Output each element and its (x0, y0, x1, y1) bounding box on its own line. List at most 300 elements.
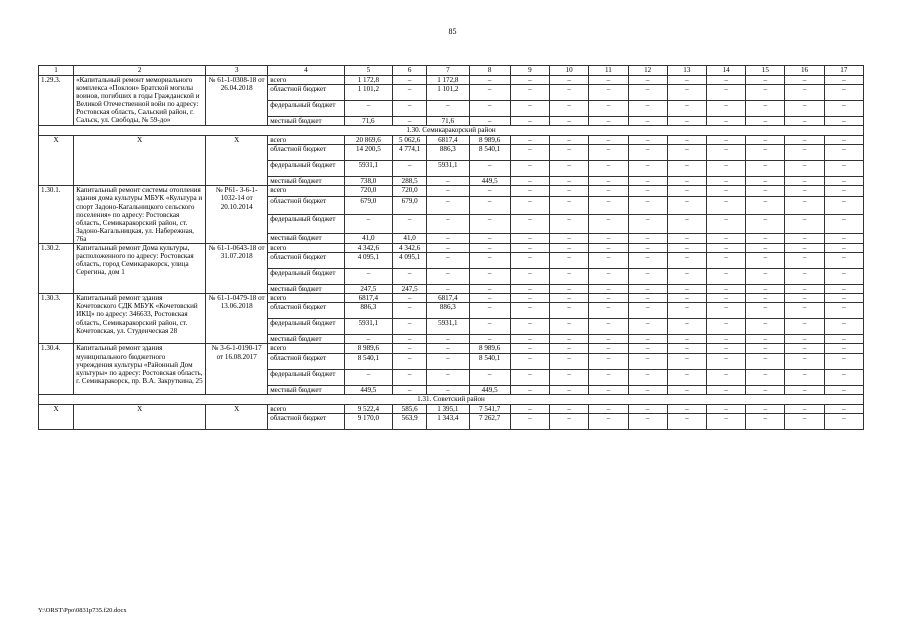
value-cell: – (469, 253, 510, 269)
funding-source-label: всего (268, 244, 344, 253)
item-document: № 3-6-1-0190-17 от 16.08.2017 (206, 344, 268, 394)
value-cell: – (667, 244, 706, 253)
value-cell: – (589, 344, 628, 353)
value-cell: 1 101,2 (427, 85, 469, 101)
value-cell: – (427, 369, 469, 385)
value-cell: – (469, 335, 510, 344)
value-cell: – (628, 177, 667, 186)
value-cell: 585,6 (393, 404, 427, 413)
value-cell: – (550, 215, 589, 233)
budget-table (38, 65, 864, 430)
value-cell: 4 342,6 (344, 244, 393, 253)
value-cell: – (746, 285, 785, 294)
funding-source-label: всего (268, 186, 344, 196)
value-cell: – (628, 413, 667, 429)
value-cell: – (785, 233, 824, 243)
section-header-row (39, 394, 864, 404)
value-cell: – (550, 253, 589, 269)
value-cell: – (628, 294, 667, 303)
value-cell: – (667, 136, 706, 145)
value-cell: 71,6 (344, 117, 393, 126)
value-cell: – (628, 101, 667, 117)
value-cell: – (427, 344, 469, 353)
item-number: 1.30.3. (39, 294, 74, 344)
value-cell: – (667, 285, 706, 294)
value-cell: – (469, 294, 510, 303)
table-row (39, 294, 864, 303)
value-cell: – (589, 385, 628, 394)
value-cell: – (706, 101, 745, 117)
value-cell: – (706, 177, 745, 186)
value-cell: – (628, 186, 667, 196)
value-cell: 288,5 (393, 177, 427, 186)
value-cell: – (550, 285, 589, 294)
value-cell: – (667, 161, 706, 177)
value-cell: – (746, 335, 785, 344)
value-cell: – (785, 413, 824, 429)
value-cell: – (746, 85, 785, 101)
value-cell: – (344, 369, 393, 385)
value-cell: – (550, 269, 589, 285)
value-cell: – (628, 161, 667, 177)
value-cell: – (785, 385, 824, 394)
value-cell: – (510, 161, 549, 177)
value-cell: – (469, 269, 510, 285)
value-cell: 71,6 (427, 117, 469, 126)
value-cell: – (510, 413, 549, 429)
value-cell: – (393, 369, 427, 385)
column-header: 7 (427, 66, 469, 76)
value-cell: – (427, 285, 469, 294)
value-cell: – (628, 136, 667, 145)
funding-source-label: всего (268, 76, 344, 85)
column-header: 17 (824, 66, 863, 76)
value-cell: 7 262,7 (469, 413, 510, 429)
value-cell: – (510, 215, 549, 233)
value-cell: – (589, 369, 628, 385)
value-cell: – (393, 303, 427, 319)
value-cell: – (628, 244, 667, 253)
item-number: X (39, 136, 74, 186)
value-cell: – (628, 215, 667, 233)
value-cell: 247,5 (393, 285, 427, 294)
funding-source-label: федеральный бюджет (268, 319, 344, 335)
value-cell: – (746, 253, 785, 269)
value-cell: 9 170,0 (344, 413, 393, 429)
value-cell: – (746, 161, 785, 177)
value-cell: – (550, 294, 589, 303)
value-cell: – (785, 335, 824, 344)
value-cell: – (706, 117, 745, 126)
value-cell: – (746, 404, 785, 413)
value-cell: – (589, 117, 628, 126)
funding-source-label: местный бюджет (268, 335, 344, 344)
value-cell: – (589, 303, 628, 319)
value-cell: – (589, 335, 628, 344)
value-cell: – (785, 85, 824, 101)
value-cell: 563,9 (393, 413, 427, 429)
value-cell: – (469, 76, 510, 85)
value-cell: – (746, 353, 785, 369)
value-cell: – (706, 413, 745, 429)
value-cell: – (550, 177, 589, 186)
funding-source-label: всего (268, 404, 344, 413)
value-cell: 8 989,6 (344, 344, 393, 353)
item-document: № 61-1-0308-18 от 26.04.2018 (206, 76, 268, 126)
value-cell: – (667, 233, 706, 243)
value-cell: – (706, 76, 745, 85)
value-cell: – (510, 353, 549, 369)
value-cell: – (824, 413, 863, 429)
table-row (39, 404, 864, 413)
value-cell: – (628, 117, 667, 126)
value-cell: – (589, 253, 628, 269)
value-cell: – (589, 101, 628, 117)
value-cell: – (746, 303, 785, 319)
value-cell: – (427, 353, 469, 369)
value-cell: 886,3 (344, 303, 393, 319)
section-title: 1.30. Семикаракорский район (39, 126, 864, 136)
value-cell: – (550, 353, 589, 369)
value-cell: – (628, 253, 667, 269)
funding-source-label: всего (268, 294, 344, 303)
value-cell: – (706, 369, 745, 385)
value-cell: 1 101,2 (344, 85, 393, 101)
value-cell: – (706, 145, 745, 161)
value-cell: – (510, 136, 549, 145)
value-cell: – (667, 101, 706, 117)
value-cell: – (344, 269, 393, 285)
value-cell: – (667, 196, 706, 214)
value-cell: 1 172,8 (427, 76, 469, 85)
value-cell: – (824, 269, 863, 285)
value-cell: – (628, 303, 667, 319)
value-cell: – (550, 117, 589, 126)
value-cell: – (746, 294, 785, 303)
value-cell: – (706, 303, 745, 319)
funding-source-label: всего (268, 136, 344, 145)
value-cell: 449,5 (469, 385, 510, 394)
funding-source-label: областной бюджет (268, 353, 344, 369)
funding-source-label: местный бюджет (268, 117, 344, 126)
value-cell: – (589, 244, 628, 253)
value-cell: – (785, 145, 824, 161)
value-cell: – (393, 269, 427, 285)
value-cell: – (667, 76, 706, 85)
value-cell: – (667, 215, 706, 233)
value-cell: – (785, 244, 824, 253)
value-cell: – (510, 196, 549, 214)
value-cell: – (746, 385, 785, 394)
value-cell: – (746, 145, 785, 161)
value-cell: – (510, 294, 549, 303)
value-cell: – (589, 76, 628, 85)
value-cell: – (706, 136, 745, 145)
value-cell: – (667, 413, 706, 429)
value-cell: – (667, 253, 706, 269)
value-cell: 14 200,5 (344, 145, 393, 161)
funding-source-label: областной бюджет (268, 413, 344, 429)
value-cell: – (589, 136, 628, 145)
value-cell: 41,0 (344, 233, 393, 243)
value-cell: – (746, 177, 785, 186)
item-name: X (74, 136, 206, 186)
column-header: 5 (344, 66, 393, 76)
value-cell: – (746, 344, 785, 353)
value-cell: – (550, 385, 589, 394)
item-document: X (206, 404, 268, 429)
item-name: Капитальный ремонт системы отопления здания дома культуры МБУК «Культура и спорт Задоно-Кагальницкого сельского поселения» по адресу: Ростовская область, Семикаракорский район, ст. Задоно-Кагальницкая, ул. Набережная, 76а (74, 186, 206, 244)
table-row (39, 344, 864, 353)
value-cell: – (510, 344, 549, 353)
value-cell: – (824, 161, 863, 177)
value-cell: – (589, 269, 628, 285)
value-cell: – (427, 177, 469, 186)
value-cell: – (667, 385, 706, 394)
value-cell: – (746, 413, 785, 429)
section-header-row (39, 126, 864, 136)
value-cell: – (824, 76, 863, 85)
column-header: 2 (74, 66, 206, 76)
item-number: 1.30.2. (39, 244, 74, 294)
value-cell: 886,3 (427, 303, 469, 319)
value-cell: – (628, 335, 667, 344)
value-cell: – (589, 85, 628, 101)
value-cell: – (510, 117, 549, 126)
value-cell: – (706, 85, 745, 101)
value-cell: – (427, 385, 469, 394)
value-cell: – (824, 233, 863, 243)
value-cell: – (550, 303, 589, 319)
value-cell: – (550, 344, 589, 353)
value-cell: – (550, 335, 589, 344)
value-cell: – (667, 344, 706, 353)
value-cell: – (628, 319, 667, 335)
value-cell: 720,0 (393, 186, 427, 196)
value-cell: – (589, 285, 628, 294)
value-cell: – (427, 196, 469, 214)
value-cell: – (824, 136, 863, 145)
value-cell: – (469, 233, 510, 243)
value-cell: – (628, 76, 667, 85)
table-row (39, 136, 864, 145)
value-cell: – (550, 145, 589, 161)
value-cell: – (510, 253, 549, 269)
value-cell: – (667, 117, 706, 126)
value-cell: – (667, 294, 706, 303)
item-document: № 61-1-0479-18 от 13.06.2018 (206, 294, 268, 344)
value-cell: – (550, 136, 589, 145)
funding-source-label: федеральный бюджет (268, 369, 344, 385)
value-cell: – (824, 145, 863, 161)
value-cell: 1 172,8 (344, 76, 393, 85)
value-cell: – (550, 369, 589, 385)
value-cell: – (706, 385, 745, 394)
value-cell: – (510, 177, 549, 186)
value-cell: – (667, 404, 706, 413)
value-cell: – (824, 369, 863, 385)
value-cell: – (550, 404, 589, 413)
value-cell: – (589, 413, 628, 429)
value-cell: – (746, 76, 785, 85)
value-cell: – (746, 244, 785, 253)
value-cell: – (550, 85, 589, 101)
value-cell: – (427, 244, 469, 253)
item-document: № Р61- 3-6-1-1032-14 от 20.10.2014 (206, 186, 268, 244)
value-cell: 8 989,6 (469, 344, 510, 353)
value-cell: – (469, 85, 510, 101)
value-cell: – (628, 385, 667, 394)
value-cell: 20 869,6 (344, 136, 393, 145)
footer-file-path: Y:\ORST\Ppo\0831p735.f20.docx (38, 607, 127, 614)
value-cell: 1 343,4 (427, 413, 469, 429)
funding-source-label: всего (268, 344, 344, 353)
item-name: Капитальный ремонт здания муниципального бюджетного учреждения культуры «Районный Дом культуры» по адресу: Ростовская область, г. Семикаракорск, пр. В.А. Закруткина, 25 (74, 344, 206, 394)
table-row (39, 76, 864, 85)
value-cell: – (510, 303, 549, 319)
value-cell: 4 774,1 (393, 145, 427, 161)
value-cell: – (550, 76, 589, 85)
value-cell: 1 395,1 (427, 404, 469, 413)
value-cell: 5931,1 (344, 161, 393, 177)
value-cell: – (785, 353, 824, 369)
value-cell: – (746, 215, 785, 233)
value-cell: – (628, 344, 667, 353)
value-cell: – (469, 244, 510, 253)
value-cell: 449,5 (469, 177, 510, 186)
item-name: «Капитальный ремонт мемориального комплекса «Поклон» Братской могилы воинов, погибших в годы Гражданской и Великой Отечественной войн по адресу: Ростовская область, Сальский район, г. Сальск, ул. Свободы, № 59-до» (74, 76, 206, 126)
column-header: 16 (785, 66, 824, 76)
value-cell: – (589, 233, 628, 243)
value-cell: – (469, 161, 510, 177)
value-cell: – (427, 186, 469, 196)
value-cell: – (824, 177, 863, 186)
value-cell: – (510, 269, 549, 285)
value-cell: – (824, 285, 863, 294)
value-cell: – (510, 186, 549, 196)
item-name: Капитальный ремонт здания Кочетовского СДК МБУК «Кочетовский ИКЦ» по адресу: 346633, Ростовская область, Семикаракорский район, ст. Кочетовская, ул. Студенческая 28 (74, 294, 206, 344)
value-cell: – (469, 215, 510, 233)
value-cell: – (427, 215, 469, 233)
value-cell: – (785, 369, 824, 385)
funding-source-label: местный бюджет (268, 233, 344, 243)
funding-source-label: федеральный бюджет (268, 269, 344, 285)
value-cell: – (589, 186, 628, 196)
value-cell: – (824, 404, 863, 413)
funding-source-label: федеральный бюджет (268, 161, 344, 177)
value-cell: – (824, 294, 863, 303)
value-cell: – (785, 186, 824, 196)
item-number: 1.30.1. (39, 186, 74, 244)
value-cell: 6817,4 (427, 294, 469, 303)
value-cell: – (785, 303, 824, 319)
value-cell: – (824, 101, 863, 117)
value-cell: – (628, 269, 667, 285)
value-cell: – (785, 196, 824, 214)
value-cell: – (746, 101, 785, 117)
funding-source-label: областной бюджет (268, 196, 344, 214)
value-cell: 679,0 (344, 196, 393, 214)
value-cell: – (510, 369, 549, 385)
value-cell: 5931,1 (427, 319, 469, 335)
value-cell: 5 062,6 (393, 136, 427, 145)
value-cell: – (667, 269, 706, 285)
value-cell: – (393, 294, 427, 303)
value-cell: – (589, 161, 628, 177)
value-cell: – (589, 215, 628, 233)
value-cell: – (628, 369, 667, 385)
value-cell: – (628, 285, 667, 294)
value-cell: – (824, 353, 863, 369)
value-cell: 4 095,1 (393, 253, 427, 269)
value-cell: – (344, 215, 393, 233)
value-cell: – (550, 319, 589, 335)
value-cell: 8 989,6 (469, 136, 510, 145)
column-header: 10 (550, 66, 589, 76)
value-cell: – (706, 215, 745, 233)
column-header: 9 (510, 66, 549, 76)
value-cell: – (667, 177, 706, 186)
value-cell: 8 540,1 (344, 353, 393, 369)
value-cell: – (550, 233, 589, 243)
funding-source-label: областной бюджет (268, 145, 344, 161)
value-cell: – (628, 145, 667, 161)
value-cell: – (667, 353, 706, 369)
value-cell: – (706, 285, 745, 294)
value-cell: – (469, 369, 510, 385)
value-cell: – (824, 303, 863, 319)
value-cell: – (427, 233, 469, 243)
item-name: X (74, 404, 206, 429)
item-name: Капитальный ремонт Дома культуры, расположенного по адресу: Ростовская область, город Семикаракорск, улица Серегина, дом 1 (74, 244, 206, 294)
column-header: 13 (667, 66, 706, 76)
value-cell: – (393, 117, 427, 126)
value-cell: – (667, 85, 706, 101)
value-cell: – (746, 136, 785, 145)
value-cell: – (510, 244, 549, 253)
value-cell: – (706, 233, 745, 243)
funding-source-label: областной бюджет (268, 253, 344, 269)
funding-source-label: местный бюджет (268, 285, 344, 294)
value-cell: – (785, 269, 824, 285)
value-cell: – (393, 385, 427, 394)
value-cell: – (785, 161, 824, 177)
value-cell: 8 540,1 (469, 353, 510, 369)
value-cell: – (510, 335, 549, 344)
value-cell: – (510, 233, 549, 243)
value-cell: – (706, 344, 745, 353)
table-body (39, 66, 864, 430)
value-cell: – (746, 186, 785, 196)
value-cell: – (628, 404, 667, 413)
value-cell: – (706, 186, 745, 196)
value-cell: – (510, 85, 549, 101)
column-header: 15 (746, 66, 785, 76)
value-cell: – (785, 215, 824, 233)
value-cell: – (706, 161, 745, 177)
value-cell: – (667, 369, 706, 385)
value-cell: – (667, 319, 706, 335)
value-cell: 9 522,4 (344, 404, 393, 413)
value-cell: – (427, 335, 469, 344)
value-cell: 449,5 (344, 385, 393, 394)
value-cell: – (706, 294, 745, 303)
value-cell: – (510, 145, 549, 161)
column-header: 1 (39, 66, 74, 76)
funding-source-label: федеральный бюджет (268, 101, 344, 117)
value-cell: – (469, 117, 510, 126)
value-cell: – (589, 196, 628, 214)
